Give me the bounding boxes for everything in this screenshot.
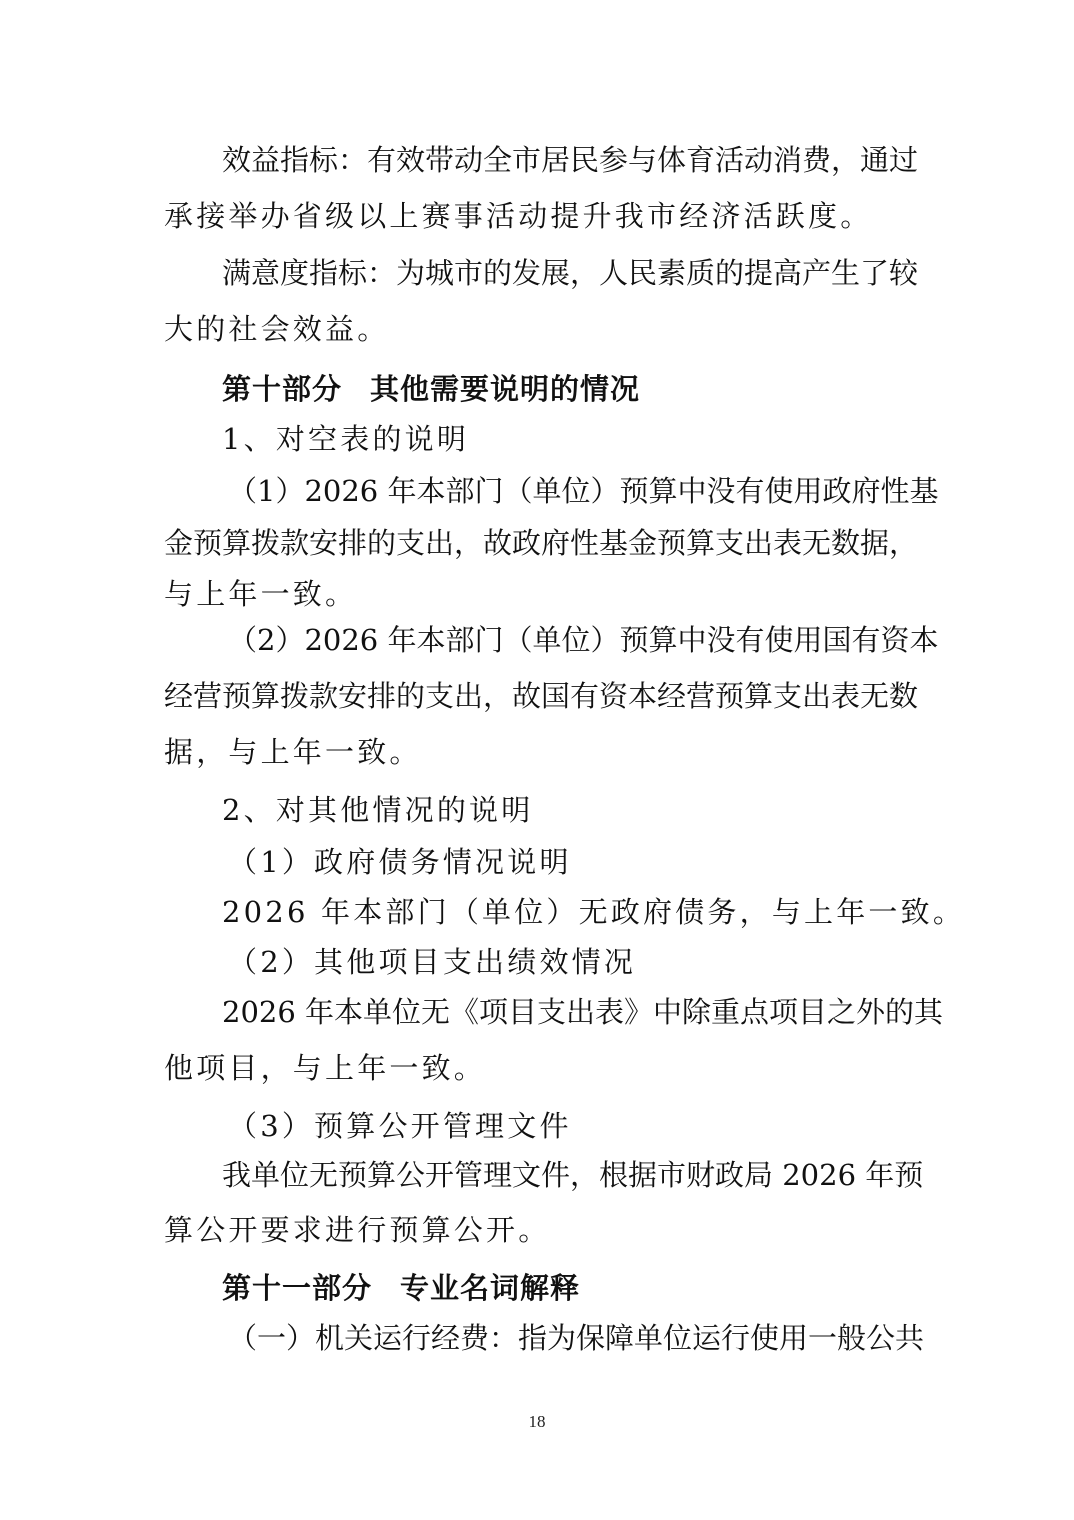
text-line: 算公开要求进行预算公开。 bbox=[164, 1213, 551, 1247]
text-line: （2）2026 年本部门（单位）预算中没有使用国有资本 bbox=[228, 623, 939, 657]
text-line: 大的社会效益。 bbox=[164, 312, 390, 346]
text-line: （一）机关运行经费：指为保障单位运行使用一般公共 bbox=[228, 1321, 925, 1355]
heading-title: 专业名词解释 bbox=[400, 1271, 581, 1305]
text-line: 2026 年本单位无《项目支出表》中除重点项目之外的其 bbox=[222, 995, 944, 1029]
text-line: 效益指标：有效带动全市居民参与体育活动消费，通过 bbox=[222, 143, 919, 177]
text-line: 经营预算拨款安排的支出，故国有资本经营预算支出表无数 bbox=[164, 679, 919, 713]
text-line: 2026 年本部门（单位）无政府债务，与上年一致。 bbox=[222, 895, 966, 929]
text-line: （3）预算公开管理文件 bbox=[228, 1109, 572, 1143]
text-line: 满意度指标：为城市的发展，人民素质的提高产生了较 bbox=[222, 256, 919, 290]
text-line: （1）政府债务情况说明 bbox=[228, 845, 572, 879]
text-line: 他项目，与上年一致。 bbox=[164, 1051, 487, 1085]
page-number: 18 bbox=[528, 1412, 546, 1431]
text-line: 1、对空表的说明 bbox=[222, 422, 470, 456]
text-line: （2）其他项目支出绩效情况 bbox=[228, 945, 637, 979]
text-line: （1）2026 年本部门（单位）预算中没有使用政府性基 bbox=[228, 474, 939, 508]
text-line: 与上年一致。 bbox=[164, 577, 358, 611]
section-heading bbox=[222, 369, 640, 409]
text-line: 2、对其他情况的说明 bbox=[222, 793, 534, 827]
heading-title: 其他需要说明的情况 bbox=[370, 372, 641, 406]
text-line: 我单位无预算公开管理文件，根据市财政局 2026 年预 bbox=[222, 1158, 924, 1192]
heading-number: 第十一部分 bbox=[222, 1271, 373, 1305]
heading-number: 第十部分 bbox=[222, 372, 343, 406]
text-line: 承接举办省级以上赛事活动提升我市经济活跃度。 bbox=[164, 199, 873, 233]
text-line: 据，与上年一致。 bbox=[164, 735, 422, 769]
text-line: 金预算拨款安排的支出，故政府性基金预算支出表无数据， bbox=[164, 526, 919, 560]
section-heading bbox=[222, 1268, 580, 1308]
